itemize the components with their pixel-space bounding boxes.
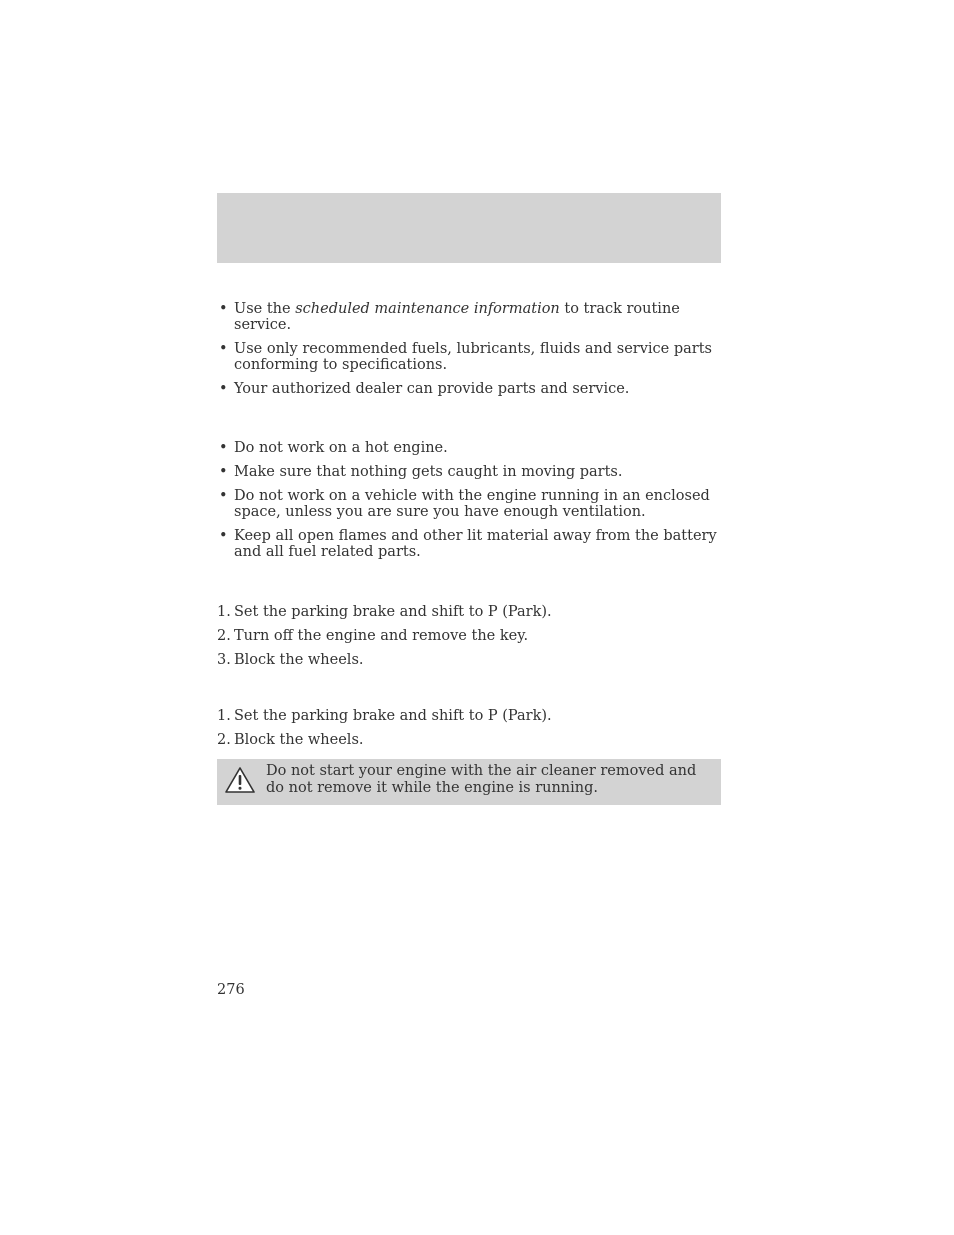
list-item-text: Use only recommended fuels, lubricants, fluids and service parts conforming to specifications. — [234, 341, 712, 373]
list-item-text: Do not work on a hot engine. — [234, 440, 448, 456]
bullet-marker: • — [219, 381, 228, 397]
section-header-band — [217, 193, 721, 263]
engine-off-steps — [217, 604, 721, 676]
step-number: 2. — [217, 732, 231, 748]
step-text: Block the wheels. — [234, 652, 364, 668]
list-item-emphasis: scheduled maintenance information — [295, 301, 560, 317]
step-number: 3. — [217, 652, 231, 668]
warning-triangle-icon — [224, 766, 256, 794]
bullet-marker: • — [219, 301, 228, 317]
list-item-text-after: to track routine service. — [234, 301, 680, 333]
list-item — [217, 301, 721, 333]
step-item — [217, 708, 721, 724]
step-number: 2. — [217, 628, 231, 644]
list-item-text-before: Use the — [234, 301, 296, 317]
step-text: Set the parking brake and shift to P (Park). — [234, 708, 552, 724]
warning-text: Do not start your engine with the air cleaner removed and do not remove it while the engine is running. — [266, 763, 697, 796]
list-item — [217, 341, 721, 373]
list-item — [217, 381, 721, 397]
list-item-text: Do not work on a vehicle with the engine running in an enclosed space, unless you are sure you have enough ventilation. — [234, 488, 710, 520]
warning-box — [217, 759, 721, 805]
list-item — [217, 464, 721, 480]
list-item-text: Make sure that nothing gets caught in moving parts. — [234, 464, 623, 480]
bullet-marker: • — [219, 488, 228, 504]
step-number: 1. — [217, 604, 231, 620]
bullet-marker: • — [219, 440, 228, 456]
step-text: Turn off the engine and remove the key. — [234, 628, 529, 644]
step-text: Set the parking brake and shift to P (Park). — [234, 604, 552, 620]
list-item — [217, 488, 721, 520]
list-item-text: Your authorized dealer can provide parts and service. — [234, 381, 630, 397]
step-item — [217, 652, 721, 668]
step-item — [217, 604, 721, 620]
step-item — [217, 628, 721, 644]
engine-running-steps — [217, 708, 721, 756]
list-item — [217, 440, 721, 456]
bullet-marker: • — [219, 528, 228, 544]
page-number: 276 — [217, 982, 245, 998]
precautions-list — [217, 440, 721, 568]
list-item-text: Keep all open flames and other lit material away from the battery and all fuel related parts. — [234, 528, 717, 560]
bullet-marker: • — [219, 341, 228, 357]
step-item — [217, 732, 721, 748]
list-item — [217, 528, 721, 560]
step-number: 1. — [217, 708, 231, 724]
general-service-list — [217, 301, 721, 405]
bullet-marker: • — [219, 464, 228, 480]
step-text: Block the wheels. — [234, 732, 364, 748]
